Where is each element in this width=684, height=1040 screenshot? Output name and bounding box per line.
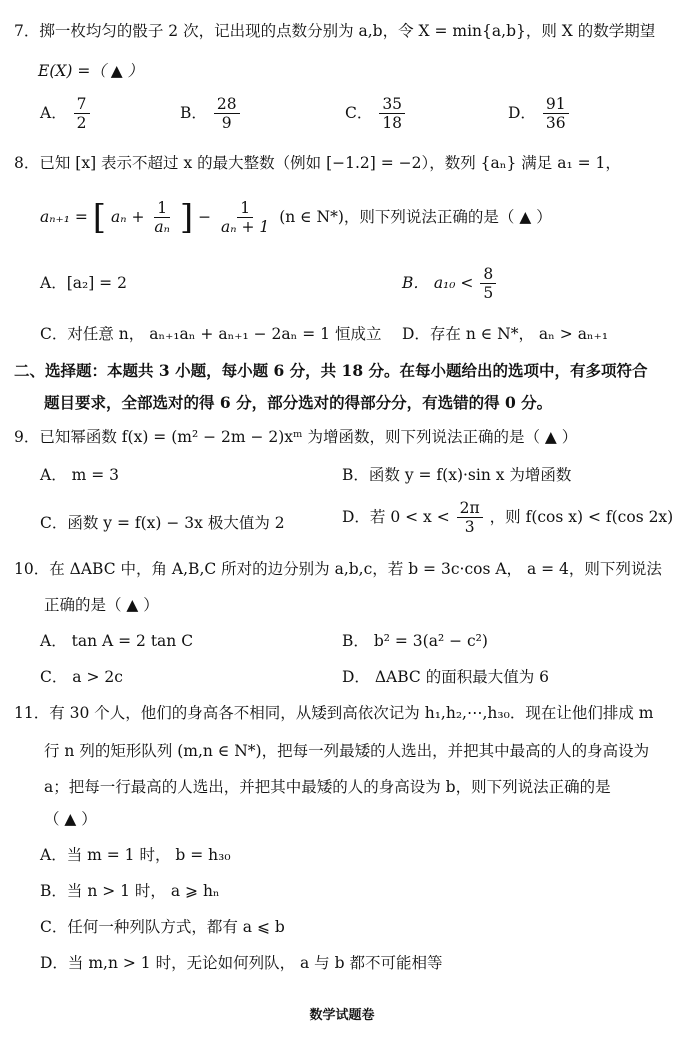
q11-stem-line2: 行 n 列的矩形队列 (m,n ∈ N*)，把每一列最矮的人选出，并把其中最高的人的身高设为	[44, 742, 650, 760]
q7-option-a-numerator: 7	[74, 96, 90, 114]
q10-stem-line2: 正确的是（ ▲ ）	[44, 596, 159, 614]
q11-option-c: C．任何一种列队方式，都有 a ⩽ b	[40, 918, 285, 936]
q8-left-bracket: [	[92, 197, 107, 238]
q11-option-b: B．当 n > 1 时， a ⩾ hₙ	[40, 882, 220, 900]
q9-option-d-post: ，则 f(cos x) < f(cos 2x)	[489, 507, 674, 526]
q11-option-a: A．当 m = 1 时， b = h₃₀	[40, 846, 231, 864]
q8-stem-line1: 8．已知 [x] 表示不超过 x 的最大整数（例如 [−1.2] = −2），数列 {aₙ} 满足 a₁ = 1，	[14, 154, 621, 172]
q8-fraction-2-numerator: 1	[237, 200, 253, 218]
q7-option-c	[345, 96, 407, 132]
q7-option-d-numerator: 91	[543, 96, 569, 114]
q9-option-c: C．函数 y = f(x) − 3x 极大值为 2	[40, 514, 285, 532]
q7-option-a-fraction	[74, 96, 90, 132]
q8-option-b	[402, 266, 498, 302]
q8-formula-inner: aₙ +	[111, 207, 145, 226]
q10-option-c: C． a > 2c	[40, 668, 123, 686]
q8-option-c: C．对任意 n， aₙ₊₁aₙ + aₙ₊₁ − 2aₙ = 1 恒成立	[40, 325, 382, 343]
q8-fraction-1	[151, 200, 173, 236]
q11-option-d: D．当 m,n > 1 时，无论如何列队， a 与 b 都不可能相等	[40, 954, 443, 972]
q9-option-d-fraction	[457, 500, 483, 536]
q8-option-b-text: B． a₁₀ <	[402, 273, 474, 292]
q10-option-d: D． ΔABC 的面积最大值为 6	[342, 668, 549, 686]
q8-formula	[40, 197, 552, 238]
q7-option-c-denominator: 18	[382, 114, 403, 133]
q7-option-d	[508, 96, 571, 132]
q7-option-b-numerator: 28	[214, 96, 240, 114]
q7-stem-line2: E(X) =（ ▲ ）	[38, 62, 144, 80]
q8-option-d: D．存在 n ∈ N*， aₙ > aₙ₊₁	[402, 325, 609, 343]
section2-header-line1: 二、选择题：本题共 3 小题，每小题 6 分，共 18 分。在每小题给出的选项中，有多项符合	[14, 361, 648, 380]
q7-option-b-denominator: 9	[221, 114, 232, 133]
q9-option-d-denominator: 3	[464, 518, 475, 537]
q7-option-b-fraction	[214, 96, 240, 132]
q8-option-b-fraction	[480, 266, 496, 302]
q9-option-b: B．函数 y = f(x)·sin x 为增函数	[342, 466, 572, 484]
q9-option-d	[342, 500, 673, 536]
q8-option-b-denominator: 5	[483, 284, 494, 303]
q7-option-d-label: D．	[508, 103, 536, 122]
q8-option-a: A．[a₂] = 2	[40, 274, 127, 292]
q10-stem-line1: 10．在 ΔABC 中，角 A,B,C 所对的边分别为 a,b,c，若 b = 3c·cos A， a = 4，则下列说法	[14, 560, 662, 578]
q8-fraction-2-denominator: aₙ + 1	[221, 218, 270, 237]
q7-stem-line1: 7．掷一枚均匀的骰子 2 次，记出现的点数分别为 a,b，令 X = min{a,b}，则 X 的数学期望	[14, 22, 656, 40]
q8-formula-tail: (n ∈ N*)，则下列说法正确的是（ ▲ ）	[279, 207, 552, 226]
q8-minus-sign: −	[198, 207, 212, 226]
q11-stem-line1: 11．有 30 个人，他们的身高各不相同，从矮到高依次记为 h₁,h₂,⋯,h₃₀．现在让他们排成 m	[14, 704, 654, 722]
q10-option-a: A． tan A = 2 tan C	[40, 632, 194, 650]
q11-stem-line3: a；把每一行最高的人选出，并把其中最矮的人的身高设为 b，则下列说法正确的是	[44, 778, 611, 796]
q7-option-a-label: A．	[40, 103, 67, 122]
q7-option-c-fraction	[379, 96, 405, 132]
q7-option-d-fraction	[543, 96, 569, 132]
section2-header-line2: 题目要求，全部选对的得 6 分，部分选对的得部分分，有选错的得 0 分。	[44, 393, 553, 412]
q8-fraction-1-denominator: aₙ	[154, 218, 170, 237]
page-footer: 数学试题卷	[309, 1008, 375, 1023]
q7-option-d-denominator: 36	[545, 114, 566, 133]
q8-formula-lhs: aₙ₊₁ =	[40, 207, 88, 226]
q7-option-a-denominator: 2	[76, 114, 87, 133]
q7-option-c-label: C．	[345, 103, 373, 122]
q9-option-d-pre: D．若 0 < x <	[342, 507, 450, 526]
q7-option-a	[40, 96, 92, 132]
q9-option-d-numerator: 2π	[457, 500, 483, 518]
q9-option-a: A． m = 3	[40, 466, 120, 484]
q10-option-b: B． b² = 3(a² − c²)	[342, 632, 488, 650]
q8-right-bracket: ]	[179, 197, 194, 238]
q7-option-b-label: B．	[180, 103, 207, 122]
q11-stem-line4: （ ▲ ）	[44, 810, 97, 828]
q8-option-b-numerator: 8	[480, 266, 496, 284]
q8-fraction-2	[218, 200, 272, 236]
q9-stem: 9．已知幂函数 f(x) = (m² − 2m − 2)xᵐ 为增函数，则下列说法正确的是（ ▲ ）	[14, 428, 578, 446]
q7-option-b	[180, 96, 242, 132]
q8-fraction-1-numerator: 1	[154, 200, 170, 218]
q7-option-c-numerator: 35	[379, 96, 405, 114]
